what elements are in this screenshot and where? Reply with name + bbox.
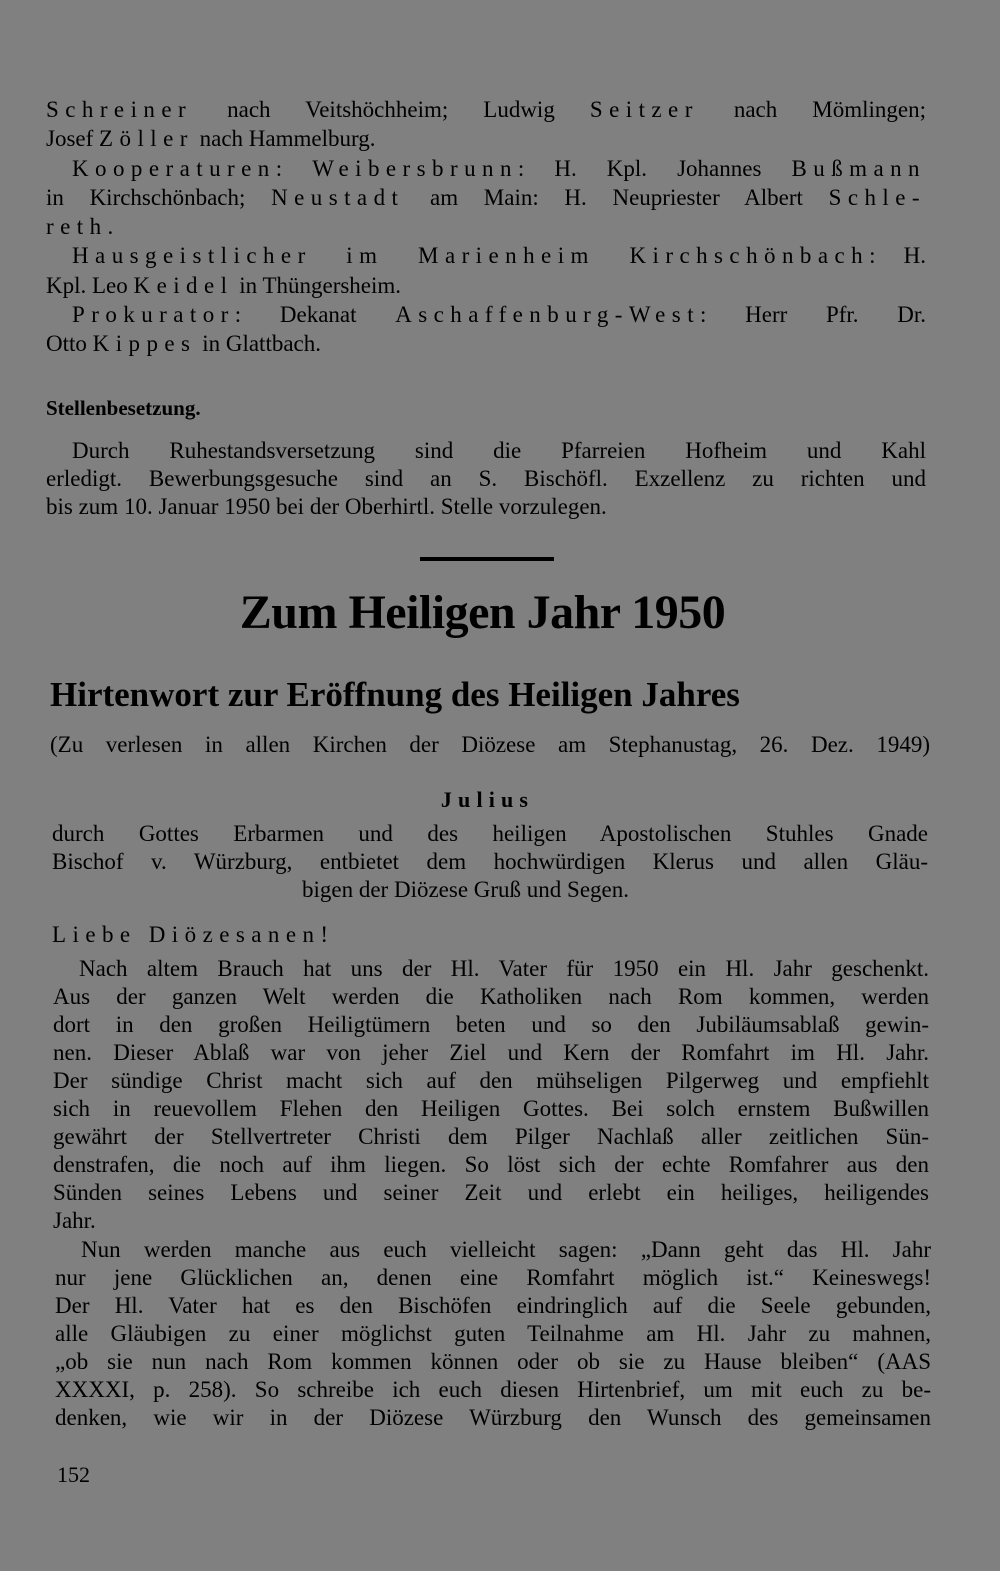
text-line: bis zum 10. Januar 1950 bei der Oberhirtl. Stelle vorzulegen. [46, 494, 607, 519]
spaced-name: Hausgeistlicher im Marienheim Kirchschönbach [72, 243, 870, 269]
text-line [46, 329, 926, 358]
text-segment: nach Veitshöchheim; Ludwig [192, 97, 590, 122]
text-line: sich in reuevollem Flehen den Heiligen Gottes. Bei solch ernstem Bußwillen [53, 1096, 929, 1121]
text-line: nen. Dieser Ablaß war von jeher Ziel und Kern der Romfahrt im Hl. Jahr. [53, 1040, 929, 1065]
text-line: XXXXI, p. 258). So schreibe ich euch diesen Hirtenbrief, um mit euch zu be- [55, 1377, 931, 1402]
greeting-block [52, 820, 928, 904]
article-title: Zum Heiligen Jahr 1950 [239, 586, 726, 639]
text-line [46, 300, 926, 329]
text-segment: : [275, 155, 313, 181]
text-segment: : Herr Pfr. Dr. [700, 302, 926, 328]
appointments-section [46, 95, 926, 359]
text-segment: Kpl. Leo [46, 272, 134, 298]
spaced-name: Kooperaturen [72, 155, 276, 181]
bishop-name: Julius [440, 787, 535, 812]
spaced-name: Zöller [99, 126, 194, 152]
text-segment: in Kirchschönbach; [46, 184, 272, 210]
stellenbesetzung-paragraph [46, 437, 926, 521]
text-line: dort in den großen Heiligtümern beten und so den Jubiläumsablaß gewin- [53, 1012, 929, 1037]
text-line [46, 154, 926, 183]
spaced-name: Aschaffenburg-West [395, 302, 701, 328]
text-line: „ob sie nun nach Rom kommen können oder ob sie zu Hause bleiben“ (AAS [55, 1349, 931, 1374]
text-line: Der sündige Christ macht sich auf den mühseligen Pilgerweg und empfiehlt [53, 1068, 929, 1093]
text-line [46, 271, 926, 300]
reading-note [50, 731, 930, 759]
section-heading-stellenbesetzung: Stellenbesetzung. [46, 396, 201, 420]
reading-note-text: (Zu verlesen in allen Kirchen der Diözese am Stephanustag, 26. Dez. 1949) [50, 732, 930, 757]
spaced-name: Schreiner [46, 97, 193, 122]
text-segment: : H. [869, 243, 926, 269]
paragraph-2 [55, 1236, 931, 1432]
text-segment: Otto [46, 331, 93, 357]
paragraph-1 [53, 955, 929, 1235]
text-line: durch Gottes Erbarmen und des heiligen Apostolischen Stuhles Gnade [52, 821, 928, 846]
page-number: 152 [57, 1462, 90, 1487]
text-segment: in Glattbach. [196, 331, 321, 357]
text-line: denken, wie wir in der Diözese Würzburg den Wunsch des gemeinsamen [55, 1405, 931, 1430]
text-segment: : H. Kpl. Johannes [517, 155, 792, 181]
text-segment: in Thüngersheim. [233, 272, 402, 298]
text-line: Aus der ganzen Welt werden die Katholiken nach Rom kommen, werden [53, 984, 929, 1009]
spaced-name: Seitzer [589, 97, 699, 122]
text-line [46, 124, 926, 153]
text-line: nur jene Glücklichen an, denen eine Romfahrt möglich ist.“ Keineswegs! [55, 1265, 931, 1290]
text-segment: : Dekanat [234, 302, 396, 328]
salutation: Liebe Diözesanen! [52, 922, 335, 947]
text-line: Nun werden manche aus euch vielleicht sagen: „Dann geht das Hl. Jahr [81, 1237, 931, 1262]
text-line [46, 95, 926, 124]
text-line: Nach altem Brauch hat uns der Hl. Vater für 1950 ein Hl. Jahr geschenkt. [79, 956, 929, 981]
text-segment: nach Hammelburg. [193, 126, 376, 152]
text-segment: Josef [46, 126, 100, 152]
text-line [46, 212, 926, 241]
text-segment: nach Mömlingen; [698, 97, 926, 122]
text-line: denstrafen, die noch auf ihm liegen. So löst sich der echte Romfahrer aus den [53, 1152, 929, 1177]
text-line: gewährt der Stellvertreter Christi dem Pilger Nachlaß aller zeitlichen Sün- [53, 1124, 929, 1149]
spaced-name: Kippes [92, 331, 197, 357]
text-line: alle Gläubigen zu einer möglichst guten Teilnahme am Hl. Jahr zu mahnen, [55, 1321, 931, 1346]
spaced-name: Bußmann [791, 155, 926, 181]
spaced-name: Keidel [133, 272, 234, 298]
text-line [46, 183, 926, 212]
spaced-name: Schle- [828, 184, 926, 210]
text-line: Sünden seines Lebens und seiner Zeit und erlebt ein heiliges, heiligendes [53, 1180, 929, 1205]
spaced-name: Weibersbrunn [312, 155, 518, 181]
text-line: Durch Ruhestandsversetzung sind die Pfarreien Hofheim und Kahl [72, 438, 926, 463]
spaced-name: reth. [46, 214, 120, 240]
text-line: Jahr. [53, 1208, 96, 1233]
text-line: erledigt. Bewerbungsgesuche sind an S. Bischöfl. Exzellenz zu richten und [46, 466, 926, 491]
text-line: Der Hl. Vater hat es den Bischöfen eindringlich auf die Seele gebunden, [55, 1293, 931, 1318]
text-line: Bischof v. Würzburg, entbietet dem hochwürdigen Klerus und allen Gläu- [52, 849, 928, 874]
section-divider [420, 557, 554, 561]
spaced-name: Prokurator [72, 302, 235, 328]
article-subtitle: Hirtenwort zur Eröffnung des Heiligen Jahres [50, 675, 740, 714]
text-line [46, 241, 926, 270]
spaced-name: Neustadt [271, 184, 405, 210]
text-line: bigen der Diözese Gruß und Segen. [302, 877, 630, 902]
text-segment: am Main: H. Neupriester Albert [404, 184, 829, 210]
